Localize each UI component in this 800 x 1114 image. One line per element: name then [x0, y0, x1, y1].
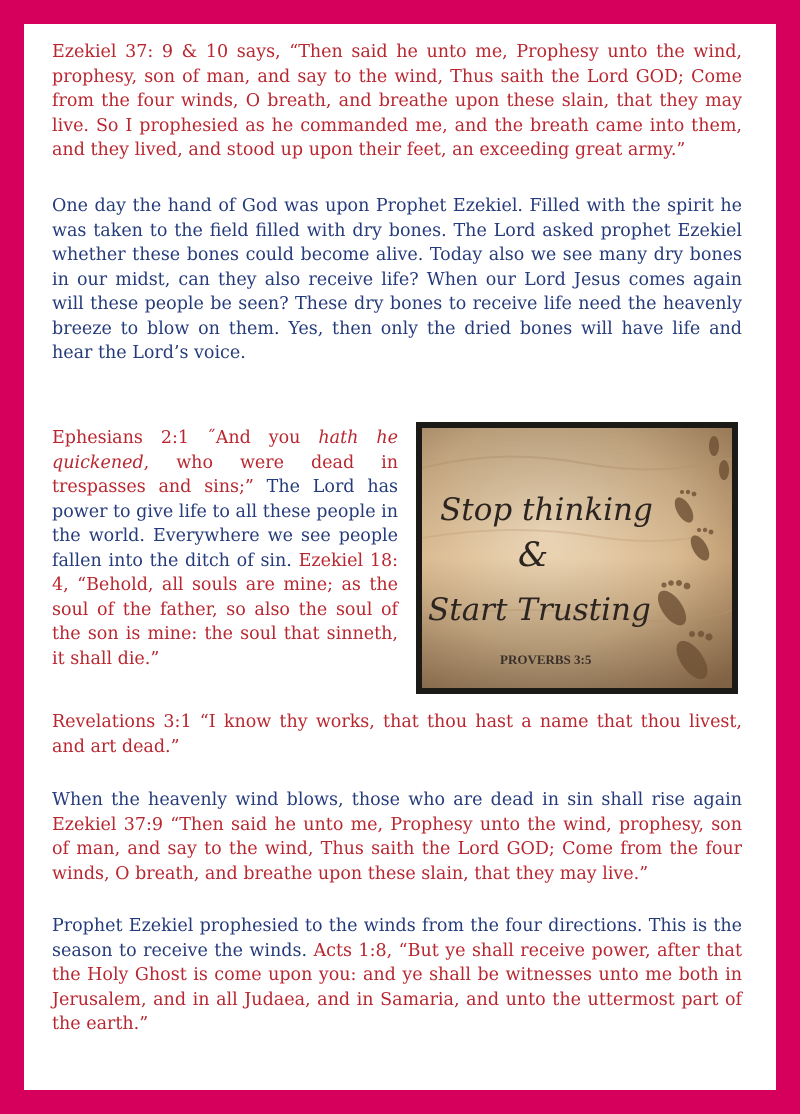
heavenly-wind-intro: When the heavenly wind blows, those who are dead in sin shall rise again — [52, 790, 742, 810]
paragraph-heavenly-wind — [52, 788, 742, 886]
paragraph-ephesians — [52, 426, 398, 671]
paragraph-ezekiel-37-9-10: Ezekiel 37: 9 & 10 says, “Then said he unto me, Prophesy unto the wind, prophesy, son of man, and say to the wind, Thus saith the Lord GOD; Come from the four winds, O breath, and breathe upon these slain, that they may live. So I prophesied as he commanded me, and the breath came into them, and they lived, and stood up upon their feet, an exceeding great army.” — [52, 42, 742, 160]
paragraph-four-winds — [52, 914, 742, 1037]
ephesians-ref-italic: hath he quickened — [52, 428, 398, 473]
paragraph-revelations: Revelations 3:1 “I know thy works, that thou hast a name that thou livest, and art dead.” — [52, 712, 742, 757]
picture-line-2: Start Trusting — [428, 592, 651, 628]
ephesians-commentary: The Lord has power to give life to all these people in the world. Everywhere we see people fallen into the ditch of sin. — [52, 477, 399, 571]
ezekiel-18-4-quote: Ezekiel 18: 4, “Behold, all souls are mine; as the soul of the father, so also the soul of the son is mine: the soul that sinneth, it shall die.” — [52, 550, 399, 669]
paragraph-dry-bones: One day the hand of God was upon Prophet Ezekiel. Filled with the spirit he was taken to the field filled with dry bones. The Lord asked prophet Ezekiel whether these bones could become alive. Today also we see many dry bones in our midst, can they also receive life? When our Lord Jesus comes again will these people be seen? These dry bones to receive life need the heavenly breeze to blow on them. Yes, then only the dried bones will have life and hear the Lord’s voice. — [52, 196, 742, 363]
document-page — [24, 24, 776, 1090]
four-winds-intro: Prophet Ezekiel prophesied to the winds from the four directions. This is the season to receive the winds. — [52, 916, 742, 961]
acts-1-8-quote: Acts 1:8, “But ye shall receive power, after that the Holy Ghost is come upon you: and ye shall be witnesses unto me both in Jerusalem, and in all Judaea, and in Samaria, and unto the uttermost part of the earth.” — [52, 940, 742, 1034]
picture-reference: PROVERBS 3:5 — [500, 652, 592, 667]
ezekiel-37-9-quote: Ezekiel 37:9 “Then said he unto me, Prophesy unto the wind, prophesy, son of man, and say to the wind, Thus saith the Lord GOD; Come from the four winds, O breath, and breathe upon these slain, that they may live.” — [52, 814, 742, 884]
ephesians-ref-end: , who were dead in trespasses and sins;” — [52, 452, 398, 497]
footprints-picture — [416, 422, 738, 694]
picture-ampersand: & — [518, 535, 549, 575]
ephesians-ref-start: Ephesians 2:1 ˝And you — [52, 428, 319, 448]
picture-line-1: Stop thinking — [440, 492, 653, 528]
footprints-illustration — [422, 428, 732, 688]
